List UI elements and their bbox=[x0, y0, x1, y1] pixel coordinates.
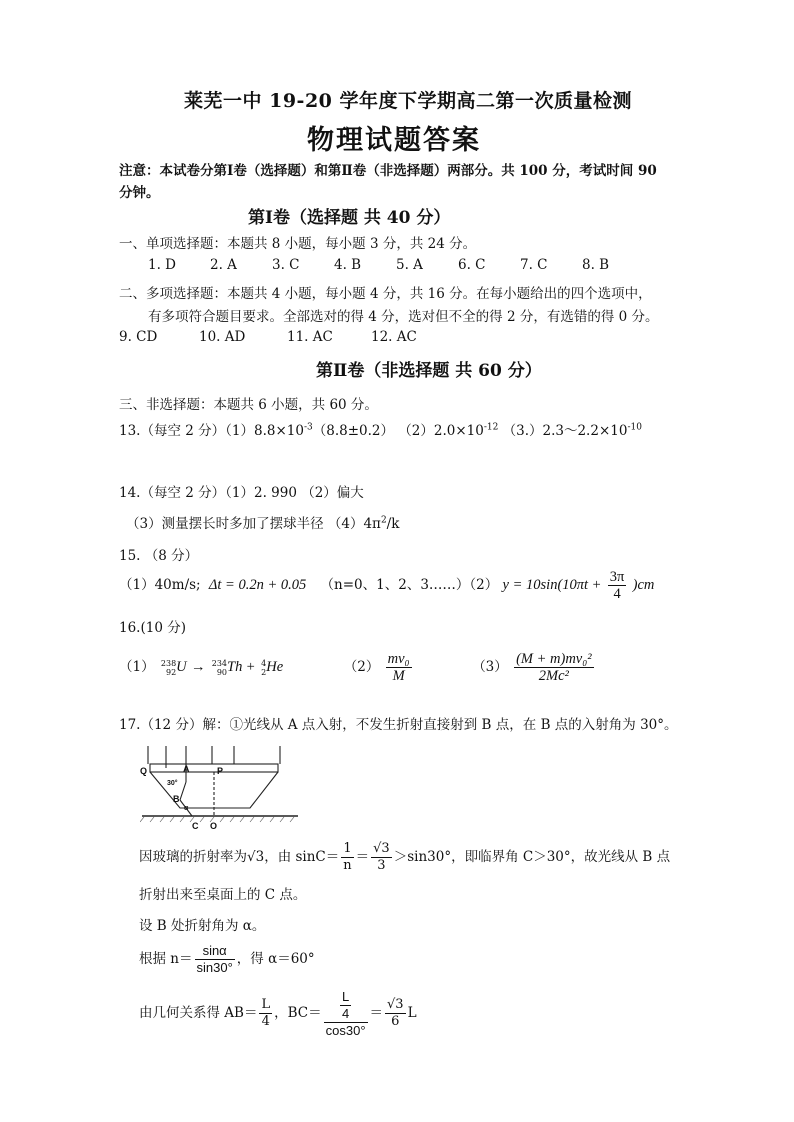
q16-f2-den: M bbox=[392, 668, 405, 684]
q16-part2-fraction bbox=[386, 651, 412, 684]
frac-den: sin30° bbox=[196, 960, 233, 975]
q14-line2 bbox=[126, 512, 399, 532]
q17-line4-a: 根据 n＝ bbox=[139, 951, 193, 967]
exam-notice-line1: 注意：本试卷分第Ⅰ卷（选择题）和第Ⅱ卷（非选择题）两部分。共 100 分，考试时间 90 bbox=[119, 163, 657, 179]
q14-exp: 2 bbox=[380, 515, 387, 526]
frac-den: cos30° bbox=[325, 1022, 366, 1038]
q17-line1-b: ＞sin30°，即临界角 C＞30°，故光线从 B 点 bbox=[393, 849, 671, 865]
q13-answer bbox=[119, 419, 642, 439]
th-symbol: Th bbox=[227, 659, 243, 675]
exam-title: 莱芜一中 19-20 学年度下学期高二第一次质量检测 bbox=[184, 90, 632, 112]
q16-title: 16.(10 分) bbox=[119, 620, 186, 636]
q16-f3-den: 2Mc² bbox=[538, 668, 569, 684]
q15-answer bbox=[119, 568, 654, 602]
q15-condition: （n=0、1、2、3……）（2） bbox=[320, 577, 499, 593]
answer-5: 5. A bbox=[396, 257, 423, 273]
q14-line2-text: （3）测量摆长时多加了摆球半径 （4）4π bbox=[126, 516, 381, 532]
frac-den: 4 bbox=[261, 1014, 270, 1029]
q17-line4 bbox=[139, 942, 315, 976]
q17-line5-a: 由几何关系得 AB＝ bbox=[139, 1005, 258, 1021]
fig-label-alpha: α bbox=[184, 805, 189, 812]
answer-2: 2. A bbox=[210, 257, 237, 273]
q17-optics-figure bbox=[140, 738, 300, 830]
fig-label-a: A bbox=[183, 764, 190, 774]
single-choice-answers bbox=[148, 257, 622, 273]
q17-line5-b: ，BC＝ bbox=[274, 1005, 322, 1021]
answer-11: 11. AC bbox=[287, 329, 333, 345]
multi-choice-heading-line2: 有多项符合题目要求。全部选对的得 4 分，选对但不全的得 2 分，有选错的得 0 分。 bbox=[148, 309, 659, 325]
q16-part3-label: （3） bbox=[472, 659, 508, 675]
answer-10: 10. AD bbox=[199, 329, 246, 345]
multi-choice-heading-line1: 二、多项选择题：本题共 4 小题，每小题 4 分，共 16 分。在每小题给出的四个选项中， bbox=[119, 286, 652, 302]
nonchoice-heading: 三、非选择题：本题共 6 小题，共 60 分。 bbox=[119, 397, 378, 413]
q15-wave-formula-tail: )cm bbox=[632, 577, 655, 593]
single-choice-heading: 一、单项选择题：本题共 8 小题，每小题 3 分，共 24 分。 bbox=[119, 236, 477, 252]
q16-answer bbox=[119, 649, 596, 685]
q13-part1: 13.（每空 2 分）（1）8.8×10 bbox=[119, 423, 304, 439]
q16-part3-fraction bbox=[514, 651, 594, 684]
frac-num: √3 bbox=[373, 841, 390, 856]
q13-exp1: -3 bbox=[303, 422, 313, 433]
u-symbol: U bbox=[176, 659, 187, 675]
q17-line4-b: ，得 α＝60° bbox=[236, 951, 315, 967]
exam-notice bbox=[119, 160, 694, 204]
frac-num bbox=[324, 989, 368, 1023]
q17-fraction-root3-over-3 bbox=[371, 841, 392, 874]
q13-part2: （8.8±0.2） （2）2.0×10 bbox=[312, 423, 484, 439]
part1-title: 第Ⅰ卷（选择题 共 40 分） bbox=[248, 208, 451, 228]
q17-fraction-1-over-n bbox=[341, 841, 353, 874]
exam-notice-line2: 分钟。 bbox=[119, 185, 160, 201]
glass-block-top bbox=[150, 764, 278, 772]
q17-bc-fraction bbox=[324, 989, 368, 1039]
fig-label-c: C bbox=[192, 821, 199, 830]
u-nuclide-numbers bbox=[161, 659, 176, 677]
q17-snell-fraction bbox=[195, 943, 235, 976]
answer-key-title: 物理试题答案 bbox=[307, 125, 481, 156]
he-atomic-number: 2 bbox=[261, 667, 267, 677]
q17-root3-over-6 bbox=[385, 997, 406, 1030]
u-mass-number: 238 bbox=[160, 658, 177, 668]
q15-phase-fraction bbox=[608, 569, 627, 602]
part2-title: 第Ⅱ卷（非选择题 共 60 分） bbox=[316, 361, 542, 381]
q17-line1-a: 因玻璃的折射率为√3，由 sinC＝ bbox=[139, 849, 340, 865]
frac-den: 4 bbox=[341, 1005, 350, 1021]
he-mass-number: 4 bbox=[261, 658, 267, 668]
he-symbol: He bbox=[266, 659, 284, 675]
q17-ab-fraction bbox=[259, 997, 272, 1030]
q17-l-over-4 bbox=[340, 989, 351, 1022]
fig-label-30deg: 30° bbox=[167, 780, 178, 787]
q17-line5 bbox=[139, 988, 417, 1039]
q16-f2-num: mv₀ bbox=[387, 651, 410, 667]
answer-8: 8. B bbox=[582, 257, 610, 273]
equals-sign: ＝ bbox=[369, 1005, 384, 1021]
answer-12: 12. AC bbox=[371, 329, 417, 345]
q17-intro: 17.（12 分）解：①光线从 A 点入射，不发生折射直接射到 B 点，在 B 点的入射角为 30°。 bbox=[119, 717, 678, 733]
q15-delta-t-formula: Δt = 0.2n + 0.05 bbox=[208, 577, 307, 593]
q15-title: 15. （8 分） bbox=[119, 548, 199, 564]
answer-9: 9. CD bbox=[119, 329, 158, 345]
q15-part1: （1）40m/s; bbox=[119, 577, 201, 593]
answer-1: 1. D bbox=[148, 257, 176, 273]
frac-num: √3 bbox=[387, 997, 404, 1012]
q13-exp3: -10 bbox=[627, 422, 642, 433]
q16-f3-num: (M + m)mv₀² bbox=[516, 651, 592, 667]
th-atomic-number: 90 bbox=[216, 667, 228, 677]
multi-choice-answers bbox=[119, 329, 431, 345]
q16-part2-label: （2） bbox=[343, 659, 380, 675]
frac-den: 6 bbox=[391, 1014, 400, 1029]
fig-label-b: B bbox=[173, 794, 180, 804]
answer-3: 3. C bbox=[272, 257, 300, 273]
q17-line2: 折射出来至桌面上的 C 点。 bbox=[139, 887, 307, 903]
q17-line5-l: L bbox=[407, 1005, 417, 1021]
fig-label-o: O bbox=[210, 821, 218, 830]
th-mass-number: 234 bbox=[211, 658, 228, 668]
q15-phase-den: 4 bbox=[613, 586, 621, 602]
frac-num: L bbox=[341, 988, 350, 1004]
q15-wave-formula: y = 10sin(10πt + bbox=[502, 577, 602, 593]
frac-num: sinα bbox=[195, 943, 235, 960]
q13-part3: （3.）2.3～2.2×10 bbox=[498, 423, 628, 439]
fig-label-q: Q bbox=[140, 766, 148, 776]
frac-num: L bbox=[261, 997, 271, 1012]
u-atomic-number: 92 bbox=[165, 667, 177, 677]
q17-line3: 设 B 处折射角为 α。 bbox=[139, 918, 266, 934]
fig-label-p: P bbox=[217, 766, 224, 776]
frac-den: 3 bbox=[377, 858, 386, 873]
refracted-ray bbox=[180, 782, 186, 800]
q13-exp2: -12 bbox=[483, 422, 499, 433]
frac-num: 1 bbox=[341, 841, 353, 858]
th-nuclide-numbers bbox=[212, 659, 227, 677]
q14-line1: 14.（每空 2 分）（1）2. 990 （2）偏大 bbox=[119, 485, 364, 501]
answer-6: 6. C bbox=[458, 257, 486, 273]
q16-part1-label: （1） bbox=[119, 659, 155, 675]
q14-line2-tail: /k bbox=[386, 516, 400, 532]
q15-phase-num: 3π bbox=[609, 569, 625, 585]
answer-4: 4. B bbox=[334, 257, 362, 273]
equals-sign: ＝ bbox=[355, 849, 370, 865]
q17-line1 bbox=[139, 840, 670, 874]
plus-sign: + bbox=[246, 659, 255, 675]
he-nuclide-numbers bbox=[261, 659, 266, 677]
frac-den: n bbox=[343, 858, 352, 873]
decay-arrow: → bbox=[190, 659, 206, 675]
answer-7: 7. C bbox=[520, 257, 548, 273]
